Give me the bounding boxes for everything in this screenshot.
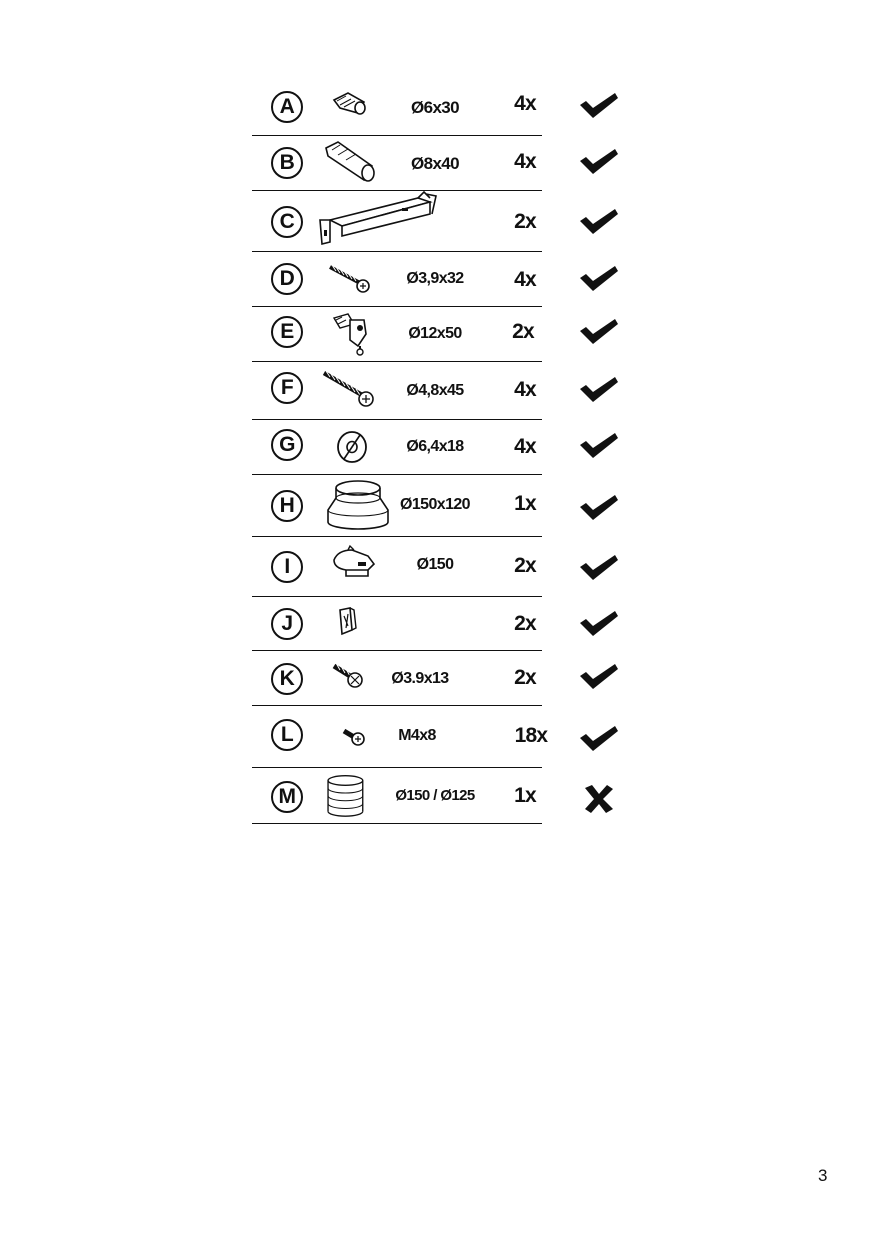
checkmark-icon	[578, 723, 620, 753]
part-letter: J	[271, 608, 303, 640]
part-size: Ø150	[416, 556, 454, 573]
part-size: Ø150x120	[400, 496, 470, 513]
part-quantity: 4x	[514, 435, 536, 458]
row-divider	[252, 823, 542, 824]
part-quantity: 2x	[512, 320, 534, 343]
part-letter: H	[271, 490, 303, 522]
part-quantity: 4x	[514, 268, 536, 291]
part-letter: D	[271, 263, 303, 295]
part-size: Ø6x30	[410, 98, 460, 117]
part-quantity: 2x	[514, 666, 536, 689]
part-quantity: 1x	[514, 784, 536, 807]
part-letter: B	[271, 147, 303, 179]
part-size: Ø8x40	[410, 154, 460, 173]
part-letter: L	[271, 719, 303, 751]
part-size: M4x8	[398, 727, 436, 744]
checkmark-icon	[578, 146, 620, 176]
part-letter: E	[271, 316, 303, 348]
part-quantity: 1x	[514, 492, 536, 515]
part-letter: G	[271, 429, 303, 461]
part-size: Ø3.9x13	[391, 670, 449, 687]
page-number: 3	[818, 1166, 828, 1185]
checkmark-icon	[578, 608, 620, 638]
part-letter: I	[271, 551, 303, 583]
part-size: Ø3,9x32	[406, 270, 464, 287]
part-letter: A	[271, 91, 303, 123]
checkmark-icon	[578, 430, 620, 460]
bracket-icon	[318, 190, 448, 252]
part-letter: C	[271, 206, 303, 238]
part-quantity: 2x	[514, 554, 536, 577]
cross-icon	[578, 784, 620, 814]
part-letter: F	[271, 372, 303, 404]
checkmark-icon	[578, 316, 620, 346]
checkmark-icon	[578, 206, 620, 236]
part-size: Ø4,8x45	[406, 382, 464, 399]
checkmark-icon	[578, 552, 620, 582]
part-quantity: 18x	[514, 724, 548, 747]
checkmark-icon	[578, 374, 620, 404]
part-quantity: 2x	[514, 612, 536, 635]
part-letter: K	[271, 663, 303, 695]
part-quantity: 4x	[514, 150, 536, 173]
part-quantity: 2x	[514, 210, 536, 233]
part-size: Ø6,4x18	[406, 438, 464, 455]
part-size: Ø12x50	[408, 325, 462, 342]
checkmark-icon	[578, 492, 620, 522]
part-letter: M	[271, 781, 303, 813]
part-quantity: 4x	[514, 378, 536, 401]
part-size: Ø150 / Ø125	[395, 787, 475, 804]
clip-icon	[318, 596, 448, 650]
part-quantity: 4x	[514, 92, 536, 115]
checkmark-icon	[578, 661, 620, 691]
checkmark-icon	[578, 90, 620, 120]
checkmark-icon	[578, 263, 620, 293]
